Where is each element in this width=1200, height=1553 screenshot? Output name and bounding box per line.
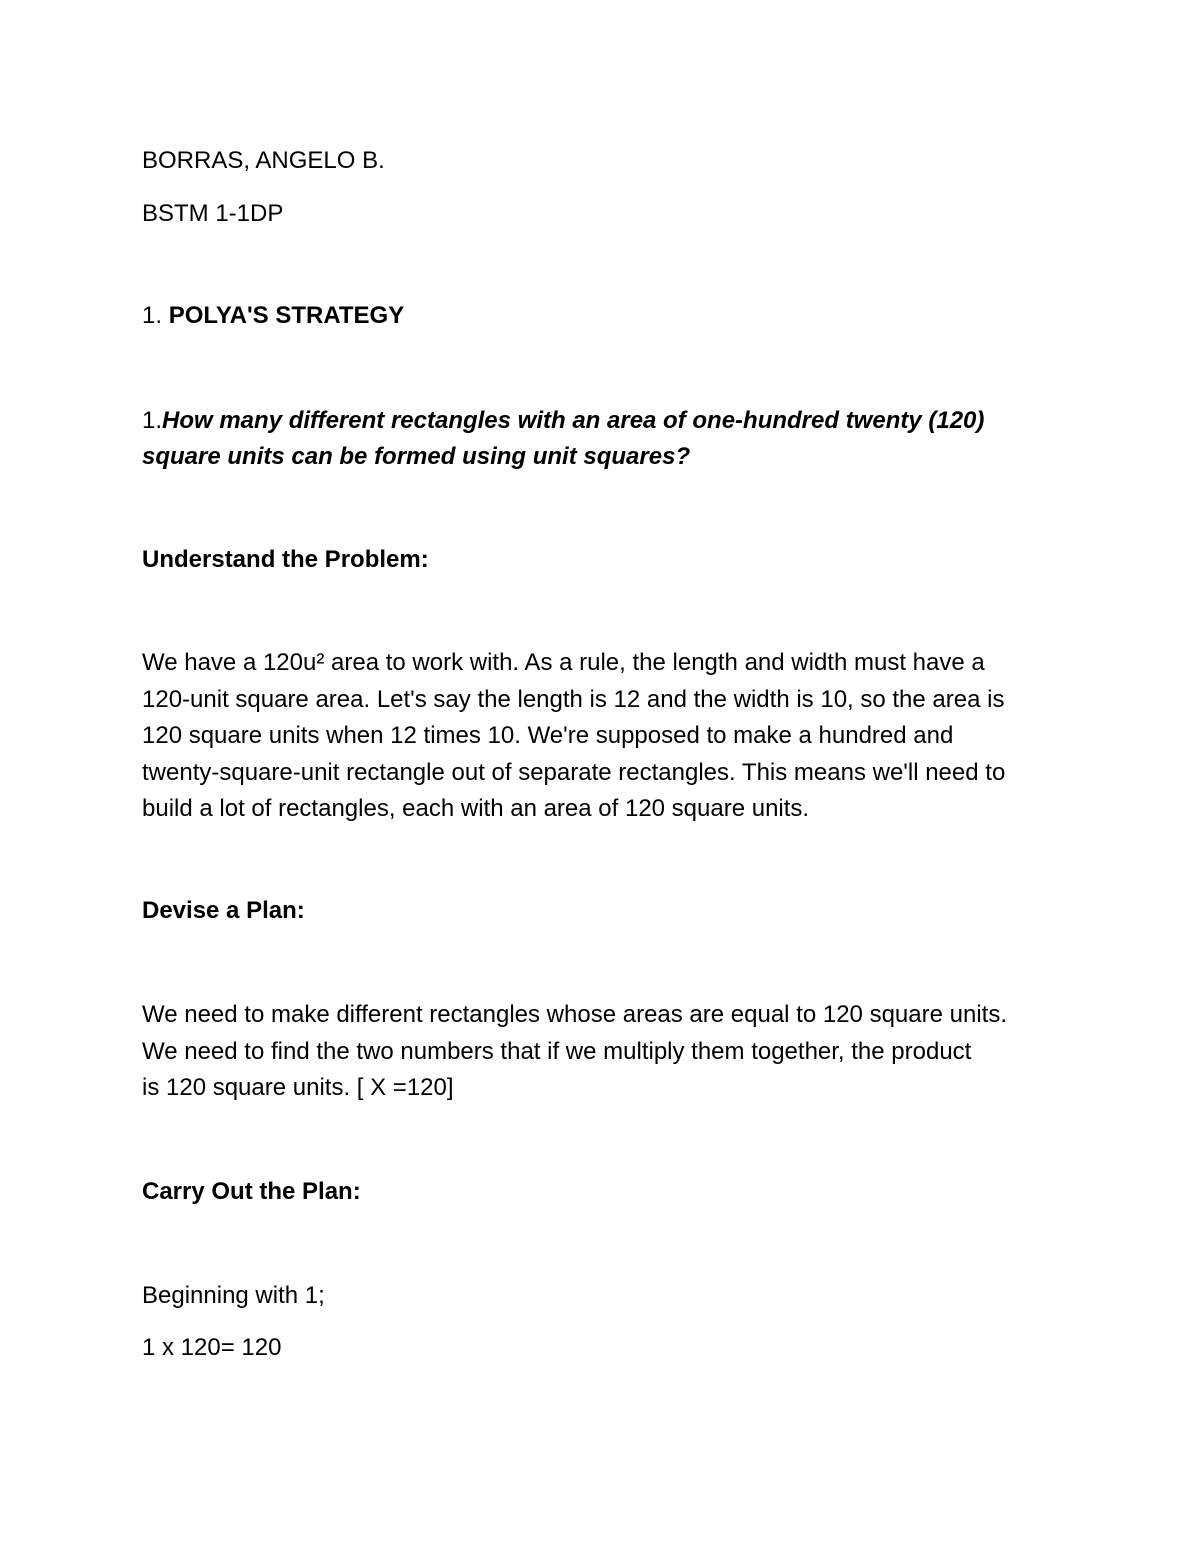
devise-line: We need to find the two numbers that if we multiply them together, the product xyxy=(142,1037,972,1065)
student-section: BSTM 1-1DP xyxy=(142,200,284,227)
carry-line-beginning: Beginning with 1; xyxy=(142,1282,325,1309)
understand-heading: Understand the Problem: xyxy=(142,546,429,573)
understand-paragraph xyxy=(142,645,1072,828)
devise-line: is 120 square units. [ X =120] xyxy=(142,1074,454,1101)
question-text-1: How many different rectangles with an area of one-hundred twenty (120) xyxy=(162,407,985,434)
devise-line: We need to make different rectangles whose areas are equal to 120 square units. xyxy=(142,1001,1007,1028)
understand-line: We have a 120u² area to work with. As a rule, the length and width must have a xyxy=(142,649,985,676)
devise-heading: Devise a Plan: xyxy=(142,897,305,924)
understand-line: build a lot of rectangles, each with an area of 120 square units. xyxy=(142,795,810,822)
question-number: 1. xyxy=(142,407,163,434)
devise-paragraph xyxy=(142,997,1072,1107)
student-name: BORRAS, ANGELO B. xyxy=(142,147,385,174)
carry-heading: Carry Out the Plan: xyxy=(142,1178,361,1205)
understand-line: 120-unit square area. Let's say the length is 12 and the width is 10, so the area is xyxy=(142,685,1005,713)
section-heading xyxy=(142,298,1072,334)
carry-line-equation: 1 x 120= 120 xyxy=(142,1334,282,1361)
question-line-1 xyxy=(142,403,1072,439)
section-number: 1. xyxy=(142,302,163,329)
section-title: POLYA'S STRATEGY xyxy=(168,302,405,329)
question-line-2: square units can be formed using unit squares? xyxy=(142,443,691,470)
understand-line: 120 square units when 12 times 10. We're supposed to make a hundred and xyxy=(142,722,954,749)
understand-line: twenty-square-unit rectangle out of separate rectangles. This means we'll need to xyxy=(142,758,1006,786)
